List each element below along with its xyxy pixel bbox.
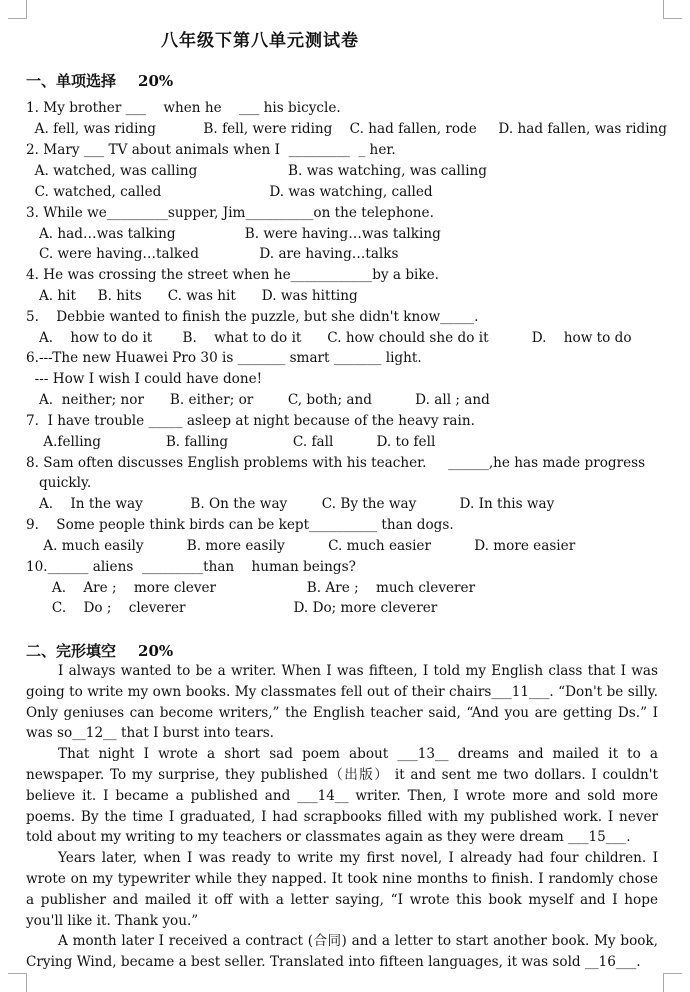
crop-mark-top-left: [8, 0, 27, 19]
question-line: 5. Debbie wanted to finish the puzzle, but she didn't know_____.: [26, 309, 479, 325]
question-line: 10.______ aliens _________than human beings?: [26, 559, 356, 575]
crop-mark-top-right: [663, 0, 682, 19]
question-line: quickly.: [26, 475, 92, 491]
question-line: A. In the way B. On the way C. By the way D. In this way: [26, 496, 555, 512]
question-line: A.felling B. falling C. fall D. to fell: [26, 434, 436, 450]
question-line: 6.---The new Huawei Pro 30 is _______ smart _______ light.: [26, 350, 422, 366]
question-line: --- How I wish I could have done!: [26, 371, 263, 387]
question-line: C. watched, called D. was watching, called: [26, 184, 433, 200]
question-line: 7. I have trouble _____ asleep at night because of the heavy rain.: [26, 413, 475, 429]
question-line: A. much easily B. more easily C. much easier D. more easier: [26, 538, 576, 554]
question-line: A. watched, was calling B. was watching, was calling: [26, 163, 487, 179]
question-line: A. fell, was riding B. fell, were riding C. had fallen, rode D. had fallen, was riding: [26, 121, 668, 137]
section-title: 一、单项选择: [26, 72, 117, 90]
section-score: 20%: [138, 642, 174, 660]
question-line: A. hit B. hits C. was hit D. was hitting: [26, 288, 358, 304]
question-line: A. had…was talking B. were having…was talking: [26, 226, 441, 242]
question-line: 8. Sam often discusses English problems with his teacher. ______,he has made progress: [26, 455, 646, 471]
question-line: A. neither; nor B. either; or C, both; and D. all ; and: [26, 392, 490, 408]
question-line: A. Are ; more clever B. Are ; much cleverer: [26, 580, 476, 596]
question-line: A. how to do it B. what to do it C. how chould she do it D. how to do: [26, 330, 632, 346]
section-title: 二、完形填空: [26, 642, 117, 660]
passage-paragraph: I always wanted to be a writer. When I was fifteen, I told my English class that I was going to write my own books. My classmates fell out of their chairs___11___. “Don't be silly. Only geniuses can become writers,” the English teacher said, “And you are getting Ds.” I was so__12__ that I burst into tears.: [26, 663, 658, 742]
crop-mark-bottom-left: [8, 973, 27, 992]
question-line: 2. Mary ___ TV about animals when I _________ _ her.: [26, 142, 396, 158]
question-line: 9. Some people think birds can be kept__________ than dogs.: [26, 517, 454, 533]
passage-paragraph: Years later, when I was ready to write my first novel, I already had four children. I wrote on my typewriter while they napped. It took nine months to finish. I randomly chose a publisher and mailed it off with a letter saying, “I wrote this book myself and I hope you'll like it. Thank you.”: [26, 850, 658, 929]
cloze-passage: [26, 661, 658, 973]
question-line: C. Do ; cleverer D. Do; more cleverer: [26, 600, 438, 616]
crop-mark-bottom-right: [663, 973, 682, 992]
page-title: 八年级下第八单元测试卷: [161, 31, 359, 51]
question-line: 3. While we_________supper, Jim__________on the telephone.: [26, 205, 434, 221]
passage-paragraph: A month later I received a contract (合同) and a letter to start another book. My book, Crying Wind, became a best seller. Translated into fifteen languages, it was sold __16___.: [26, 933, 658, 971]
section-heading-cloze: [26, 640, 173, 661]
question-line: 1. My brother ___ when he ___ his bicycle.: [26, 100, 341, 116]
question-line: 4. He was crossing the street when he____________by a bike.: [26, 267, 439, 283]
section-score: 20%: [138, 72, 174, 90]
passage-paragraph: That night I wrote a short sad poem about ___13__ dreams and mailed it to a newspaper. To my surprise, they published（出版） it and sent me two dollars. I couldn't believe it. I became a published and ___14__ writer. Then, I wrote more and sold more poems. By the time I graduated, I had scrapbooks filled with my published work. I never told about my writing to my teachers or classmates again as they were dream ___15___.: [26, 746, 658, 846]
section-heading-multiple-choice: [26, 70, 173, 91]
question-line: C. were having…talked D. are having…talks: [26, 246, 399, 262]
